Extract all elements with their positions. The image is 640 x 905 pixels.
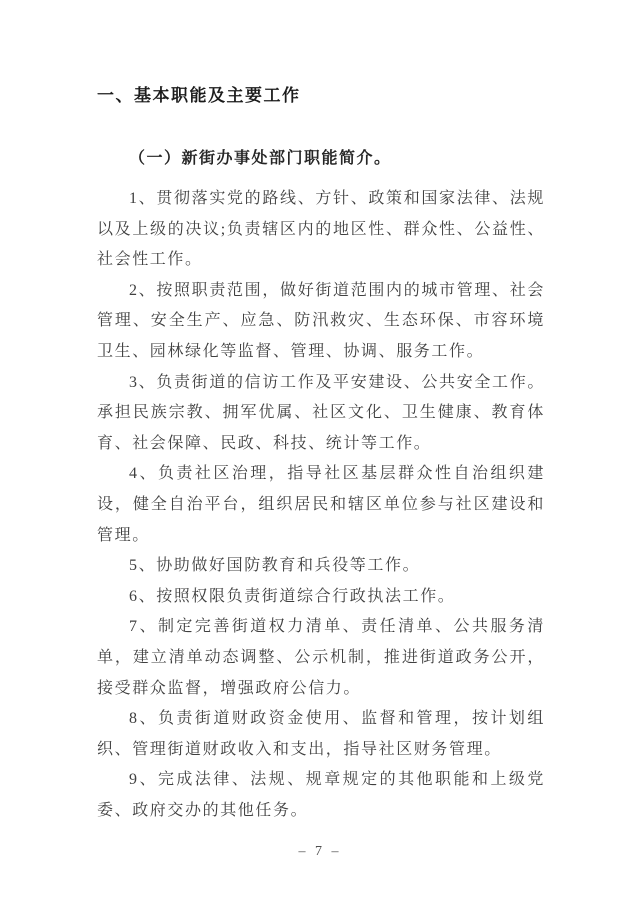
paragraph-item-1: 1、贯彻落实党的路线、方针、政策和国家法律、法规以及上级的决议;负责辖区内的地区性、群众性、公益性、社会性工作。 [97, 190, 545, 269]
subsection-heading: （一）新街办事处部门职能简介。 [129, 150, 392, 167]
paragraph-item-2: 2、按照职责范围，做好街道范围内的城市管理、社会管理、安全生产、应急、防汛救灾、生态环保、市容环境卫生、园林绿化等监督、管理、协调、服务工作。 [97, 281, 545, 360]
paragraph-item-9: 9、完成法律、法规、规章规定的其他职能和上级党委、政府交办的其他任务。 [97, 771, 545, 819]
paragraph-item-5: 5、协助做好国防教育和兵役等工作。 [129, 557, 421, 575]
section-heading: 一、基本职能及主要工作 [97, 86, 301, 105]
paragraph-item-6: 6、按照权限负责街道综合行政执法工作。 [129, 587, 456, 605]
paragraph-item-4: 4、负责社区治理，指导社区基层群众性自治组织建设，健全自治平台，组织居民和辖区单位参与社区建设和管理。 [97, 465, 545, 544]
paragraph-item-3: 3、负责街道的信访工作及平安建设、公共安全工作。承担民族宗教、拥军优属、社区文化、卫生健康、教育体育、社会保障、民政、科技、统计等工作。 [97, 373, 545, 452]
page-number: – 7 – [298, 844, 342, 859]
paragraph-item-7: 7、制定完善街道权力清单、责任清单、公共服务清单，建立清单动态调整、公示机制，推进街道政务公开，接受群众监督，增强政府公信力。 [97, 618, 545, 697]
paragraph-item-8: 8、负责街道财政资金使用、监督和管理，按计划组织、管理街道财政收入和支出，指导社区财务管理。 [97, 710, 545, 758]
